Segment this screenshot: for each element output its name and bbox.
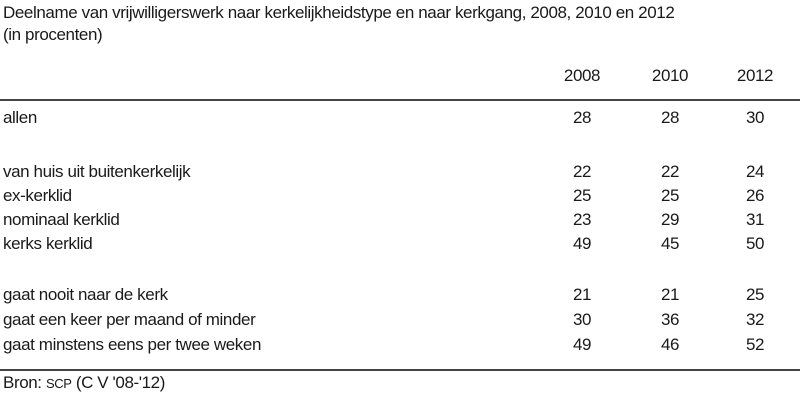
row-label: nominaal kerklid — [3, 210, 120, 229]
cell-value: 21 — [572, 285, 592, 304]
table-subtitle: (in procenten) — [3, 25, 103, 44]
cell-value: 26 — [745, 186, 765, 205]
cell-value: 24 — [745, 162, 765, 181]
cell-value: 25 — [745, 285, 765, 304]
row-label: kerks kerklid — [3, 234, 93, 253]
cell-value: 28 — [572, 108, 592, 127]
row-label: ex-kerklid — [3, 186, 72, 205]
source-label: Bron: — [3, 373, 42, 392]
cell-value: 52 — [745, 335, 765, 354]
column-header: 2008 — [563, 66, 601, 85]
cell-value: 36 — [660, 310, 680, 329]
table-row — [0, 234, 800, 258]
cell-value: 21 — [660, 285, 680, 304]
header-rule — [0, 99, 800, 101]
source-note — [3, 373, 165, 393]
cell-value: 25 — [572, 186, 592, 205]
table-row — [0, 310, 800, 334]
cell-value: 46 — [660, 335, 680, 354]
table-row — [0, 285, 800, 309]
bottom-rule — [0, 369, 800, 371]
cell-value: 28 — [660, 108, 680, 127]
cell-value: 50 — [745, 234, 765, 253]
cell-value: 29 — [660, 210, 680, 229]
row-label: gaat minstens eens per twee weken — [3, 335, 262, 354]
row-label: van huis uit buitenkerkelijk — [3, 162, 191, 181]
table-row — [0, 335, 800, 359]
table-row — [0, 186, 800, 210]
cell-value: 23 — [572, 210, 592, 229]
table-row — [0, 210, 800, 234]
row-label: gaat nooit naar de kerk — [3, 285, 168, 304]
row-label: allen — [3, 108, 37, 127]
table-row — [0, 108, 800, 132]
cell-value: 22 — [572, 162, 592, 181]
cell-value: 45 — [660, 234, 680, 253]
cell-value: 22 — [660, 162, 680, 181]
column-header: 2012 — [736, 66, 774, 85]
row-label: gaat een keer per maand of minder — [3, 310, 256, 329]
cell-value: 49 — [572, 234, 592, 253]
table-row — [0, 162, 800, 186]
cell-value: 30 — [572, 310, 592, 329]
header-row — [0, 66, 800, 90]
cell-value: 32 — [745, 310, 765, 329]
cell-value: 25 — [660, 186, 680, 205]
cell-value: 31 — [745, 210, 765, 229]
cell-value: 49 — [572, 335, 592, 354]
cell-value: 30 — [745, 108, 765, 127]
column-header: 2010 — [651, 66, 689, 85]
source-ref: (C V '08-'12) — [75, 373, 165, 392]
source-org: SCP — [45, 376, 72, 391]
table-title: Deelname van vrijwilligerswerk naar kerkelijkheidstype en naar kerkgang, 2008, 2010 en 2012 — [3, 3, 675, 22]
